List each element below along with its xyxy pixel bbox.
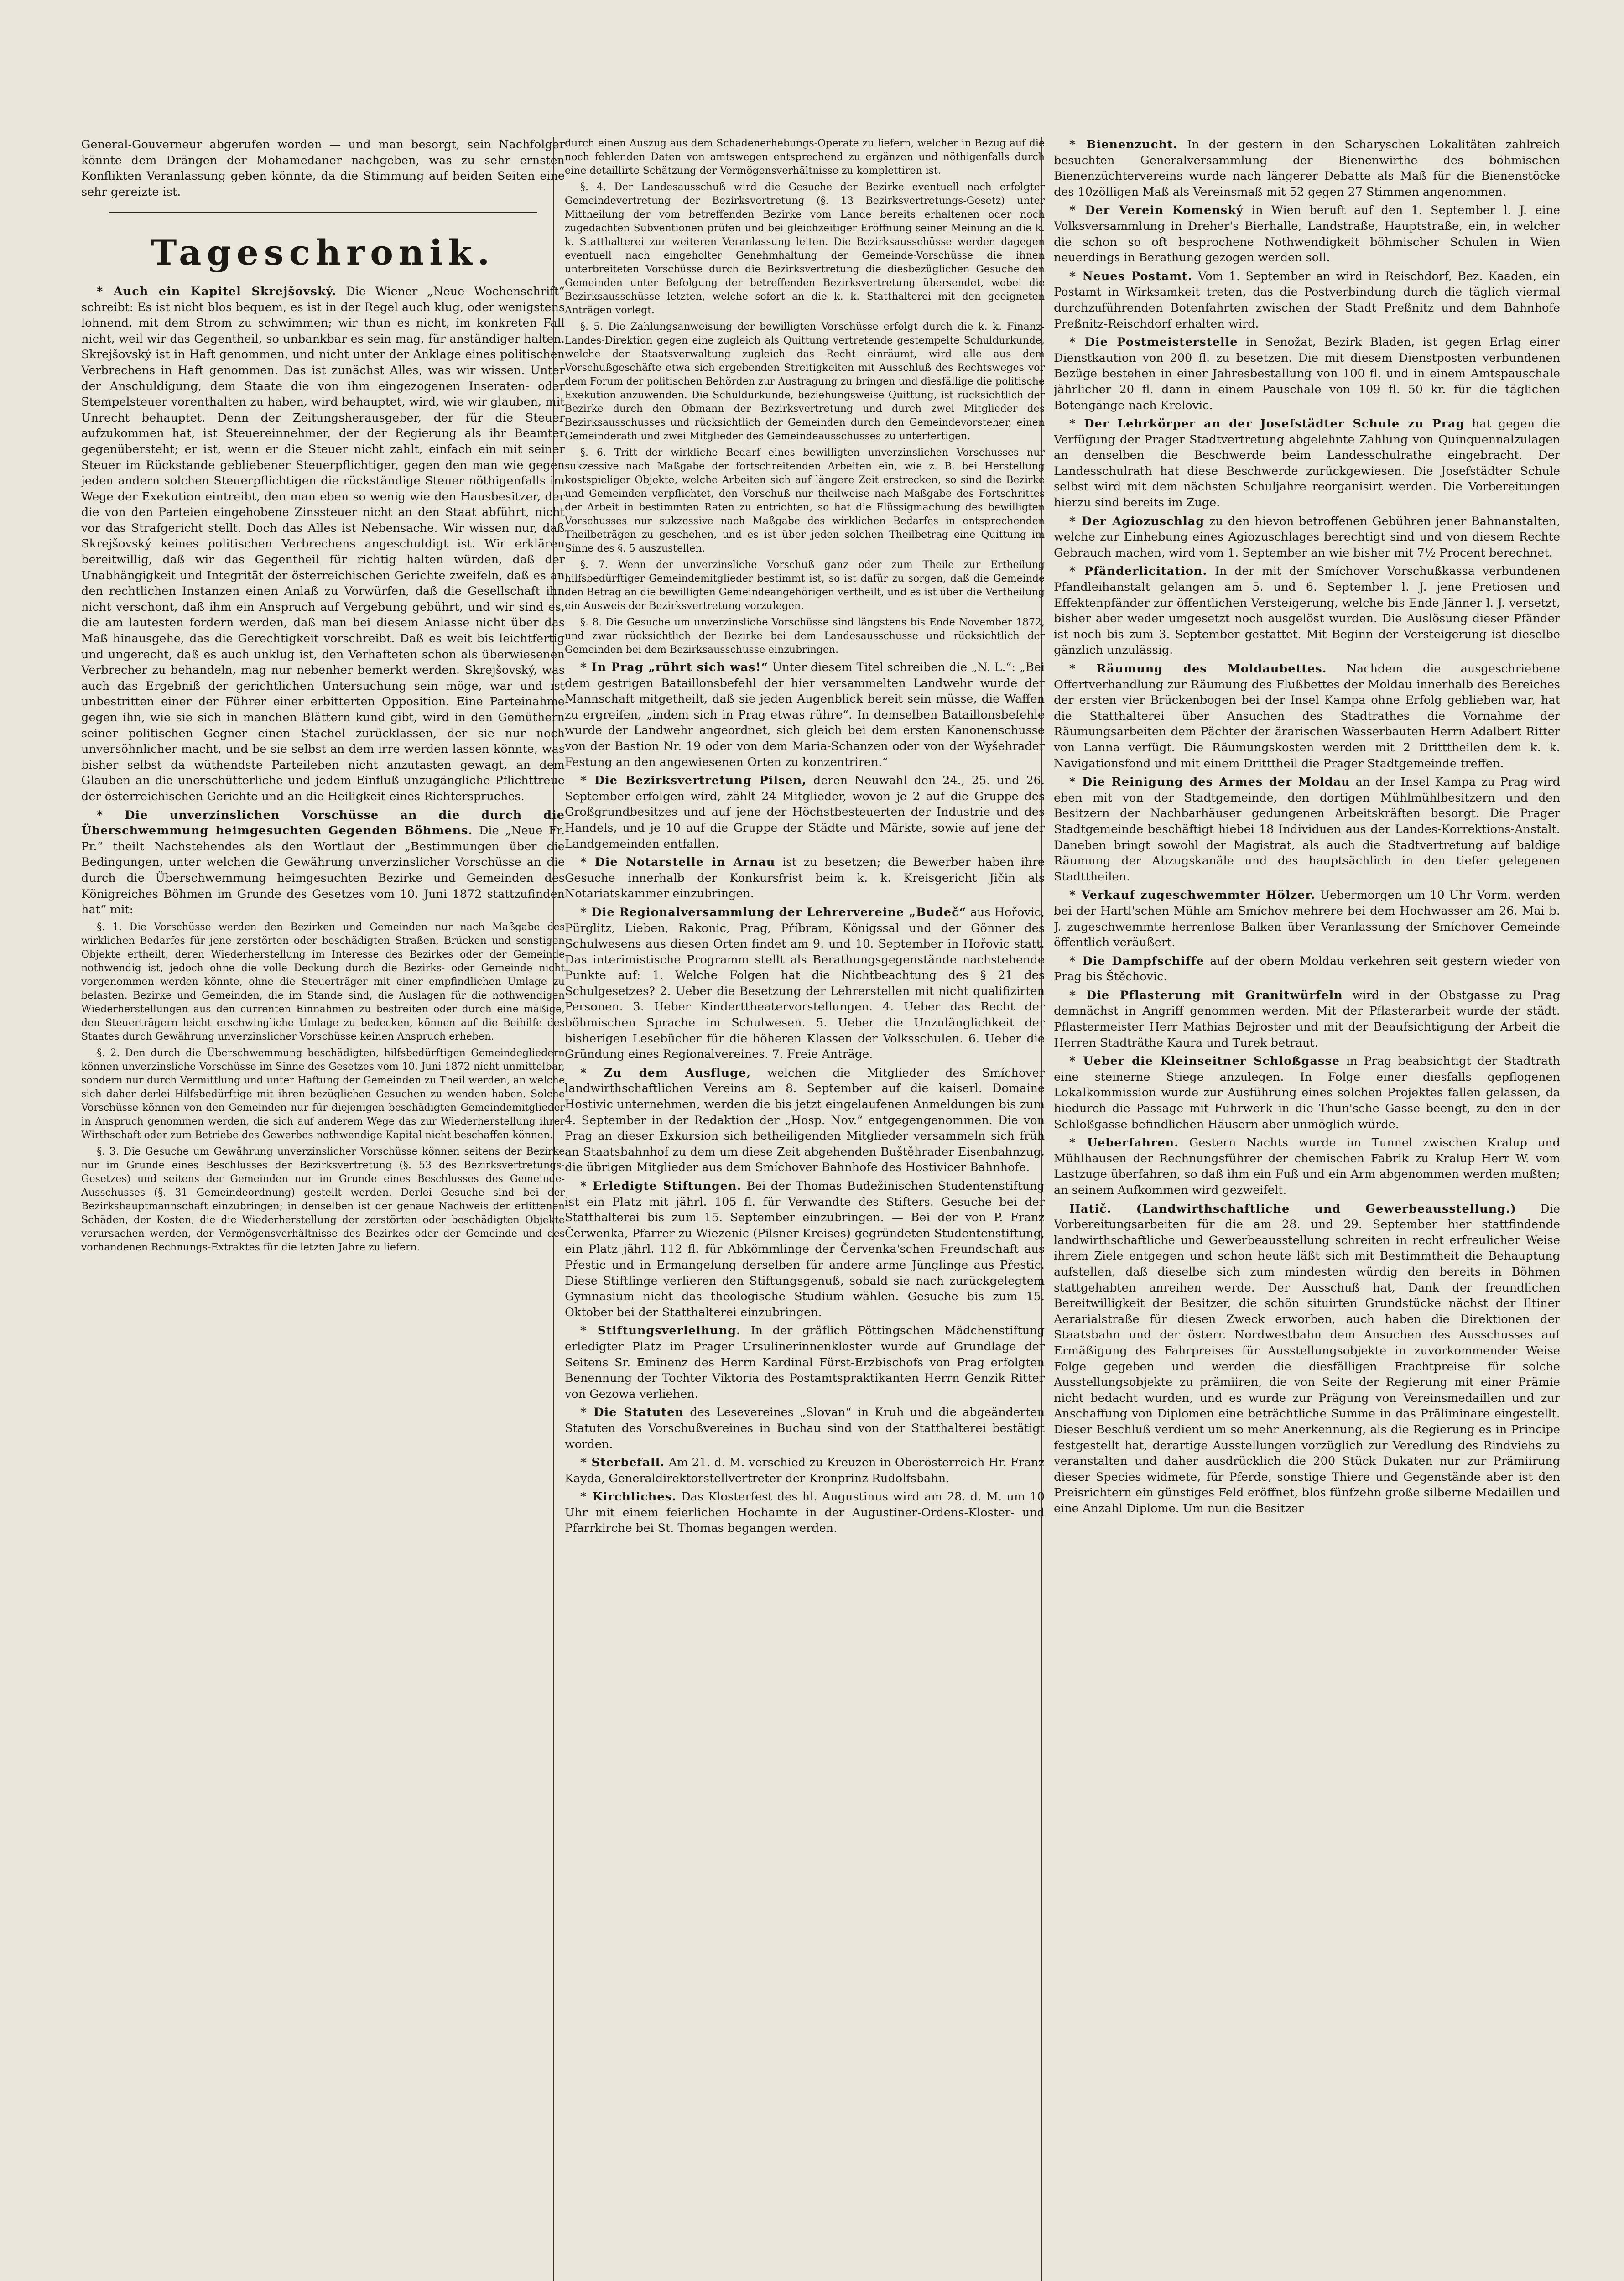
article: [1054, 1201, 1560, 1517]
article: [565, 1489, 1045, 1536]
article: [1054, 269, 1560, 332]
paragraph: §. 7. Wenn der unverzinsliche Vorschuß ganz oder zum Theile zur Ertheilung hilfsbedürftiger Gemeindemitglieder bestimmt ist, so ist dafür zu sorgen, daß die Gemeinde den Betrag an die bewilligten Gemeindeangehörigen vertheilt, und es ist über die Vertheilung ein Ausweis der Bezirksvertretung vorzulegen.: [565, 559, 1045, 612]
article-title: * Erledigte Stiftungen.: [580, 1179, 742, 1193]
article-title: * Die Postmeisterstelle: [1069, 335, 1238, 349]
article-title: * In Prag „rührt sich was!“: [580, 661, 769, 674]
article: [565, 1065, 1045, 1176]
article-body: Vom 1. September an wird in Reischdorf, Bez. Kaaden, ein Postamt in Wirksamkeit treten, das die Postverbindung durch die täglich viermal durchzuführenden Botenfahrten zwischen der Stadt Preßnitz und dem Bahnhofe Preßnitz-Reischdorf erhalten wird.: [1054, 269, 1560, 331]
article-body: Am 21. d. M. verschied zu Kreuzen in Oberösterreich Hr. Franz Kayda, Generaldirektorstellvertreter der Kronprinz Rudolfsbahn.: [565, 1456, 1045, 1485]
article-body: Bei der Thomas Budežinischen Studentenstiftung ist ein Platz mit jährl. 105 fl. für Verwandte des Stifters. Gesuche bei der Statthalterei bis zum 15. September einzubringen. — Bei der von P. Franz Čerwenka, Pfarrer zu Wiezenic (Pilsner Kreises) gegründeten Studentenstiftung, ein Platz jährl. 112 fl. für Abkömmlinge der Červenka'schen Freundschaft aus Přestic und in Ermangelung derselben für andere arme Jünglinge aus Přestic. Diese Stiftlinge verlieren den Stiftungsgenuß, sobald sie nach zurückgelegtem Gymnasium nicht das theologische Studium wählen. Gesuche bis zum 15. Oktober bei der Statthalterei einzubringen.: [565, 1179, 1045, 1319]
article-body: Die Wiener „Neue Wochenschrift“ schreibt: Es ist nicht blos bequem, es ist in der Regel auch klug, oder wenigstens lohnend, mit dem Strom zu schwimmen; wir thun es nicht, im konkreten Fall nicht, weil wir das Gegentheil, so unbankbar es sein mag, für anständiger halten. Skrejšovský ist in Haft genommen, und nicht unter der Anklage eines politischen Verbrechens in Haft genommen. Das ist zunächst Alles, was wir wissen. Unter der Anschuldigung, dem Staate die von ihm eingezogenen Inseraten- oder Stempelsteuer vorenthalten zu haben, wird behauptet, wird, wie wir glauben, mit Unrecht behauptet. Denn der Zeitungsherausgeber, der für die Steuer aufzukommen hat, ist Steuereinnehmer, der der Regierung als ihr Beamter gegenübersteht; er ist, wenn er die Steuer nicht zahlt, einfach ein mit seiner Steuer im Rückstande gebliebener Steuerpflichtiger, gegen den man wie gegen jeden andern solchen Steuerpflichtigen die rückständige Steuer nöthigenfalls im Wege der Exekution eintreibt, den man eben so wenig wie den Hausbesitzer, der die von den Parteien eingehobene Zinssteuer nicht an den Staat abführt, nicht vor das Strafgericht stellt. Doch das Alles ist Nebensache. Wir wissen nur, daß Skrejšovský keines politischen Verbrechens angeschuldigt ist. Wir erklären bereitwillig, daß wir das Gegentheil für richtig halten würden, daß der Unabhängigkeit und Integrität der österreichischen Gerichte zweifeln, daß es an den rechtlichen Instanzen einen Anlaß zu Vorwürfen, daß die Gesellschaft ihn nicht verschont, daß ihm ein Anspruch auf Vergebung gebührt, und wir sind es, die am lautesten fordern werden, daß man bei diesem Anlasse nicht über das Maß hinausgehe, das die Gerechtigkeit vorschreibt. Daß es weit bis leichtfertig und ungerecht, daß es auch unklug ist, den Verhafteten schon als überwiesenen Verbrecher zu behandeln, mag nur nebenher bemerkt werden. Skrejšovský, was auch das Ergebniß der gerichtlichen Untersuchung sein möge, war und ist unbestritten einer der Führer einer erbitterten Opposition. Eine Parteinahme gegen ihn, wie sie sich in manchen Blättern kund gibt, wird in den Gemüthern seiner politischen Gegner einen Stachel zurücklassen, der sie nur noch unversöhnlicher macht, und be sie selbst an dem irre werden lassen könnte, was bisher selbst da wüthendste Parteileben nicht anzutasten gewagt, an dem Glauben an die unerschütterliche und jedem Einfluß unzugängliche Pflichttreue der österreichischen Gerichte und an die Heiligkeit eines Richterspruches.: [81, 284, 565, 803]
article-title: * Sterbefall.: [580, 1456, 665, 1470]
article-continuation: General-Gouverneur abgerufen worden — und man besorgt, sein Nachfolger könnte dem Drängen der Mohamedaner nachgeben, was zu sehr ernsten Konflikten Veranlassung geben könnte, da die Stimmung auf beiden Seiten eine sehr gereizte ist.: [81, 138, 565, 199]
article-body: deren Neuwahl den 24., 25. und 26. September erfolgen wird, zählt 24 Mitglieder, wovon je 2 auf die Gruppe des Großgrundbesitzes und auf jene der Höchstbesteuerten der Industrie und des Handels, und je 10 auf die Gruppe der Städte und Märkte, sowie auf jene der Landgemeinden entfallen.: [565, 774, 1045, 851]
article: [81, 284, 565, 805]
article-title: * Die Statuten: [580, 1406, 684, 1420]
article-title: * Der Lehrkörper an der Josefstädter Schule zu Prag: [1069, 417, 1465, 431]
article-title: * Die Dampfschiffe: [1069, 954, 1205, 968]
section-divider: [109, 212, 537, 213]
article: [565, 854, 1045, 902]
article-body: aus Hořovic, Pürglitz, Lieben, Rakonic, Prag, Příbram, Königssal und der Gönner des Schulwesens aus diesen Orten findet am 9. und 10. September in Hořovic statt. Das interimistische Programm stellt als Berathungsgegenstände nachstehende Punkte auf: 1. Welche Folgen hat die Nichtbeachtung des § 21 des Schulgesetzes? 2. Ueber die Besetzung der Lehrerstellen mit nicht qualifizirten Personen. 3. Ueber Kinderttheatervorstellungen. 4. Ueber das Recht der böhmischen Sprache im Schulwesen. 5. Ueber die Unzulänglichkeit der bisherigen Lesebücher für die höheren Klassen der Volksschulen. 6. Ueber die Gründung eines Regionalvereines. 7. Freie Anträge.: [565, 905, 1045, 1062]
article: [1054, 416, 1560, 511]
paragraph: §. 6. Tritt der wirkliche Bedarf eines bewilligten unverzinslichen Vorschusses nur sukzessive nach Maßgabe der fortschreitenden Arbeiten ein, wie z. B. bei Herstellung kostspieliger Objekte, welche Arbeiten sich auf längere Zeit erstrecken, so sind die Bezirke und Gemeinden verpflichtet, den Vorschuß nur theilweise nach Maßgabe des Fortschrittes der Arbeit in bestimmten Raten zu entrichten, so hat die Flüssigmachung des bewilligten Vorschusses nur sukzessive nach Maßgabe des wirklichen Bedarfes in entsprechenden Theilbeträgen zu geschehen, und es ist über jeden solchen Theilbetrag eine Quittung im Sinne des §. 5 auszustellen.: [565, 447, 1045, 554]
article: [1054, 203, 1560, 266]
article: [1054, 953, 1560, 985]
article: [1054, 661, 1560, 771]
paragraph: §. 5. Die Zahlungsanweisung der bewilligten Vorschüsse erfolgt durch die k. k. Finanz-Landes-Direktion gegen eine zugleich als Quittung vertretende gestempelte Schuldurkunde, welche der Staatsverwaltung zugleich das Recht einräumt, wird alle aus dem Vorschußgeschäfte etwa sich ergebenden Streitigkeiten mit Ausschluß des Rechtsweges vor dem Forum der politischen Behörden zur Austragung zu bringen und diesfällige die politische Exekution anzuwenden. Die Schuldurkunde, beziehungsweise Quittung, ist rücksichtlich der Bezirke durch den Obmann der Bezirksvertretung und durch zwei Mitglieder des Bezirksausschusses und rücksichtlich der Gemeinden durch den Gemeindevorsteher, einen Gemeinderath und zwei Mitglieder des Gemeindeausschusses zu unterfertigen.: [565, 321, 1045, 442]
article-body: welchen die Mitglieder des Smíchover landwirthschaftlichen Vereins am 8. September auf die kaiserl. Domaine Hostivic unternehmen, werden die bis jetzt eingelaufenen Anmeldungen bis zum 4. September in der Redaktion der „Hosp. Nov.“ entgegengenommen. Die von Prag an dieser Exkursion sich betheiligenden Mitglieder versammeln sich früh an Staatsbahnhof zu dem um diese Zeit abgehenden Buštěhrader Eisenbahnzug, die übrigen Mitglieder aus dem Smíchover Bahnhofe des Hostivicer Bahnhofe.: [565, 1066, 1045, 1175]
article-body: In der gestern in den Scharyschen Lokalitäten zahlreich besuchten Generalversammlung der Bienenwirthe des böhmischen Bienenzüchtervereins wurde nach längerer Debatte als Maß für die Bienenstöcke des 10zölligen Maß als Vereinsmaß mit 52 gegen 27 Stimmen angenommen.: [1054, 138, 1560, 199]
article: [1054, 334, 1560, 413]
article-title: * Die Bezirksvertretung Pilsen,: [580, 774, 807, 788]
article: [565, 1405, 1045, 1452]
article-body: Die Vorbereitungsarbeiten für die am 28. und 29. September hier stattfindende landwirthschaftliche und Gewerbeausstellung schreiten in recht erfreulicher Weise ihrem Ziele entgegen und schon heute läßt sich mit Bestimmtheit die Behauptung aufstellen, daß dieselbe sich zum mindesten würdig den bereits in Böhmen stattgehabten anreihen werde. Der Ausschuß hat, Dank der freundlichen Bereitwilligkeit der Besitzer, die schön situirten Grundstücke nächst der Iltiner Aerarialstraße für diesen Zweck erworben, auch haben die Direktionen der Staatsbahn und der österr. Nordwestbahn dem Ansuchen des Ausschusses auf Ermäßigung des Fahrpreises für Ausstellungsobjekte in zuvorkommender Weise Folge gegeben und werden die diesfälligen Frachtpreise für solche Ausstellungsobjekte zu prämiiren, die von Seite der Regierung mit einer Prämie nicht bedacht wurden, und es wurde zur Prägung von Vereinsmedaillen und zur Anschaffung von Diplomen eine beträchtliche Summe in das Präliminare eingestellt. Dieser Beschluß verdient um so mehr Anerkennung, als die Regierung es in Principe festgestellt hat, derartige Ausstellungen vorzüglich zur Veredlung des Rindviehs zu veranstalten und daher ausdrücklich die 200 Stück Dukaten nur zur Prämiirung dieser Species widmete, für Pferde, sonstige Thiere und Gegenstände aber ist den Preisrichtern ein günstiges Feld eröffnet, blos fünfzehn große silberne Medaillen und eine Anzahl Diplome. Um nun die Besitzer: [1054, 1202, 1560, 1515]
article-body: Uebermorgen um 10 Uhr Vorm. werden bei der Hartl'schen Mühle am Smíchov mehrere bei dem Hochwasser am 26. Mai b. J. zugeschwemmte herrenlose Balken über Veranlassung der Smíchover Gemeinde öffentlich veräußert.: [1054, 888, 1560, 950]
article-body: Gestern Nachts wurde im Tunnel zwischen Kralup und Mühlhausen der Rechnungsführer der chemischen Fabrik zu Kralup Herr W. vom Lastzuge überfahren, so daß ihm ein Fuß und ein Arm abgenommen werden mußten; an seinem Aufkommen wird gezweifelt.: [1054, 1136, 1560, 1197]
paragraph: §. 4. Der Landesausschuß wird die Gesuche der Bezirke eventuell nach erfolgter Gemeindevertretung der Bezirksvertretung (§. 13 Bezirksvertretungs-Gesetz) unter Mittheilung der vom betreffenden Bezirke vom Lande bereits erhaltenen oder noch zugedachten Subventionen prüfen und bei gleichzeitiger Eröffnung seiner Meinung an die k. k. Statthalterei zur weiteren Veranlassung leiten. Die Bezirksausschüsse werden dagegen eventuell nach eingeholter Genehmhaltung der Gemeinde-Vorschüsse die ihnen unterbreiteten Vorschüsse durch die Bezirksvertretung die diesbezüglichen Gesuche den Gemeinden unter Befolgung der betreffenden Bezirksvertretung übersendet, wobei die Bezirksausschüsse letzten, welche sofort an die k. k. Statthalterei mit den geeigneten Anträgen vorlegt.: [565, 182, 1045, 316]
column-3: [1054, 137, 1560, 2281]
article-title: * Pfänderlicitation.: [1069, 564, 1208, 578]
article-body: Die „Neue Fr. Pr.“ theilt Nachstehendes als den Wortlaut der „Bestimmungen über die Bedingungen, unter welchen die Gewährung unverzinslicher Vorschüsse an die durch die Überschwemmung heimgesuchten Bezirke und Gemeinden des Königreiches Böhmen im Grunde des Gesetzes vom 10. Juni 1872 stattzufinden hat“ mit:: [81, 824, 565, 917]
article: [565, 1455, 1045, 1486]
article-body: Nachdem die ausgeschriebene Offertverhandlung zur Räumung des Flußbettes der Moldau innerhalb des Bereiches der ersten vier Brückenbogen bei der Insel Kampa ohne Erfolg geblieben war, hat die Statthalterei über Ansuchen des Stadtrathes die Vornahme der Räumungsarbeiten dem Pächter der ärarischen Wasserbauten Herrn Adalbert Ritter von Lanna verfügt. Die Räumungskosten werden mit 2 Dritttheilen dem k. k. Navigationsfond und mit einem Dritttheil die Prager Stadtgemeinde treffen.: [1054, 662, 1560, 771]
article: [565, 773, 1045, 852]
article: [1054, 137, 1560, 200]
article: [1054, 1053, 1560, 1132]
article-body: in Prag beabsichtigt der Stadtrath eine steinerne Stiege anzulegen. In Folge einer diesfalls gepflogenen Lokalkommission wurde zur Ausführung eines solchen Projektes fallen gelassen, da hiedurch die Passage mit Fuhrwerk in die Thun'sche Gasse beengt, zu den in der Schloßgasse befindlichen Häusern aber unmöglich würde.: [1054, 1054, 1560, 1131]
paragraph: durch einen Auszug aus dem Schadenerhebungs-Operate zu liefern, welcher in Bezug auf die noch fehlenden Daten von amtswegen entsprechend zu ergänzen und nöthigenfalls durch eine detaillirte Schätzung der Vermögensverhältnisse zu komplettiren ist.: [565, 138, 1045, 177]
article-body: ist zu besetzen; die Bewerber haben ihre Gesuche innerhalb der Konkursfrist beim k. k. Kreisgericht Jičin als Notariatskammer einzubringen.: [565, 855, 1045, 901]
article: [81, 807, 565, 918]
article-body: In der gräflich Pöttingschen Mädchenstiftung erledigter Platz im Prager Ursulinerinnenkloster wurde auf Grundlage der Seitens Sr. Eminenz des Herrn Kardinal Fürst-Erzbischofs von Prag erfolgten Benennung der Tochter Viktoria des Postamtspraktikanten Herrn Genzik Ritter von Gezowa verliehen.: [565, 1324, 1045, 1401]
article-title: Hatič. (Landwirthschaftliche und Gewerbeausstellung.): [1069, 1202, 1516, 1216]
article-body: in Senožat, Bezirk Bladen, ist gegen Erlag einer Dienstkaution von 200 fl. zu besetzen. Die mit diesem Dienstposten verbundenen Bezüge bestehen in einer Jahresbestallung von 100 fl. und in einem Amtspauschale jährlicher 20 fl. dann in einem Pauschale von 109 fl. 50 kr. für die täglichen Botengänge nach Krelovic.: [1054, 335, 1560, 412]
paragraph: §. 3. Die Gesuche um Gewährung unverzinslicher Vorschüsse können seitens der Bezirke nur im Grunde eines Beschlusses der Bezirksvertretung (§. 53 des Bezirksvertretungs-Gesetzes) und seitens der Gemeinden nur im Grunde eines Beschlusses des Gemeinde-Ausschusses (§. 31 Gemeindeordnung) gestellt werden. Derlei Gesuche sind bei der Bezirkshauptmannschaft einzubringen; in denselben ist der genaue Nachweis der erlittenen Schäden, der Kosten, die die Wiederherstellung der zerstörten oder beschädigten Objekte verursachen werden, der Vermögensverhältnisse des Bezirkes oder der Gemeinde und des vorhandenen Rechnungs-Extraktes für die letzten Jahre zu liefern.: [81, 1146, 565, 1253]
article-title: * Ueber die Kleinseitner Schloßgasse: [1069, 1054, 1340, 1068]
article-body: in Wien beruft auf den 1. September l. J. eine Volksversammlung in Dreher's Bierhalle, Landstraße, Hauptstraße, ein, in welcher die schon so oft besprochene Nothwendigkeit böhmischer Schulen in Wien neuerdings in Berathung gezogen werden soll.: [1054, 203, 1560, 265]
article-body: zu den hievon betroffenen Gebühren jener Bahnanstalten, welche zur Einhebung eines Agiozuschlages berechtigt sind und von diesem Rechte Gebrauch machen, wird vom 1. September an wie bisher mit 7½ Procent berechnet.: [1054, 514, 1560, 560]
article-body: hat gegen die Verfügung der Prager Stadtvertretung abgelehnte Zahlung von Quinquennalzulagen an denselben die Beschwerde beim Landesschulrathe eingebracht. Der Landesschulrath hat diese Beschwerde zurückgewiesen. Die Josefstädter Schule selbst wird mit dem nächsten Schuljahre reorganisirt werden. Die Vorbereitungen hierzu sind bereits im Zuge.: [1054, 417, 1560, 510]
article-title: * Ueberfahren.: [1069, 1136, 1179, 1150]
article-title: * Räumung des Moldaubettes.: [1069, 662, 1327, 676]
article-body: In der mit der Smíchover Vorschußkassa verbundenen Pfandleihanstalt gelangen am 5. und 6. September l. J. jene Pretiosen und Effektenpfänder zur öffentlichen Versteigerung, welche bis Ende Jänner l. J. versetzt, bisher aber weder umgesetzt noch ausgelöst wurden. Die Auslösung dieser Pfänder ist noch bis zum 3. September gestattet. Mit Beginn der Versteigerung ist dieselbe gänzlich unzulässig.: [1054, 564, 1560, 657]
article-title: * Die Pflasterung mit Granitwürfeln: [1069, 988, 1343, 1002]
article-title: * Der Agiozuschlag: [1069, 514, 1205, 528]
article-title: * Die Reinigung des Armes der Moldau: [1069, 775, 1350, 789]
article-title: * Zu dem Ausfluge,: [580, 1066, 751, 1080]
article: [565, 1323, 1045, 1402]
article: [565, 1178, 1045, 1320]
article-title: * Verkauf zugeschwemmter Hölzer.: [1069, 888, 1316, 902]
article: [1054, 1135, 1560, 1198]
article: [565, 905, 1045, 1062]
article-body: auf der obern Moldau verkehren seit gestern wieder von Prag bis Štěchovic.: [1054, 954, 1560, 984]
section-heading: Tageschronik.: [151, 232, 495, 273]
article-title: * Neues Postamt.: [1069, 269, 1192, 283]
article-title: * Die Regionalversammlung der Lehrervereine „Budeč“: [580, 905, 967, 919]
column-2: [565, 137, 1045, 2281]
article-title: * Die unverzinslichen Vorschüsse an die durch die Überschwemmung heimgesuchten Gegenden Böhmens.: [81, 808, 565, 838]
article-title: * Kirchliches.: [580, 1490, 677, 1504]
article-body: des Lesevereines „Slovan“ in Kruh und die abgeänderten Statuten des Vorschußvereines in Buchau sind von der Statthalterei bestätigt worden.: [565, 1406, 1045, 1451]
paragraph: §. 2. Den durch die Überschwemmung beschädigten, hilfsbedürftigen Gemeindegliedern können unverzinsliche Vorschüsse im Sinne des Gesetzes vom 10. Juni 1872 nicht unmittelbar, sondern nur durch Vermittlung und unter Haftung der Gemeinden zu Theil werden, an welche sich daher derlei Hilfsbedürftige mit ihren bezüglichen Gesuchen zu wenden haben. Solche Vorschüsse können von den Gemeinden nur für diejenigen beschädigten Gemeindemitglieder in Anspruch genommen werden, die sich auf anderem Wege das zur Wiederherstellung ihrer Wirthschaft oder zum Betriebe des Gewerbes nothwendige Kapital nicht beschaffen können.: [81, 1047, 565, 1141]
article-body: Unter diesem Titel schreiben die „N. L.“: „Bei dem gestrigen Bataillonsbefehl der hier versammelten Landwehr wurde der Mannschaft mitgetheilt, daß sie jeden Augenblick bereit sein müsse, die Waffen zu ergreifen, „indem sich in Prag etwas rühre“. In demselben Bataillonsbefehle wurde der Landwehr angeordnet, sich gleich bei dem ersten Kanonenschusse von der Bastion Nr. 19 oder von dem Maria-Schanzen oder von der Wyšehrader Festung an den angewiesenen Orten zu konzentriren.“: [565, 661, 1045, 769]
article: [1054, 988, 1560, 1051]
article: [1054, 774, 1560, 885]
article-title: * Die Notarstelle in Arnau: [580, 855, 776, 870]
article-title: * Der Verein Komenský: [1069, 203, 1244, 218]
article: [1054, 563, 1560, 658]
article-title: * Bienenzucht.: [1069, 138, 1178, 151]
paragraph: §. 1. Die Vorschüsse werden den Bezirken und Gemeinden nur nach Maßgabe des wirklichen Bedarfes für jene zerstörten oder beschädigten Straßen, Brücken und sonstigen Objekte ertheilt, deren Wiederherstellung im Interesse des Bezirkes oder der Gemeinde nothwendig ist, jedoch ohne die volle Deckung durch die Bezirks- oder Gemeinde nicht vorgenommen werden könnte, ohne die Steuerträger mit einer empfindlichen Umlage zu belasten. Bezirke und Gemeinden, die im Stande sind, die Auslagen für die nothwendigen Wiederherstellungen aus den currenten Einnahmen zu bestreiten oder durch eine mäßige, den Steuerträgern leicht erschwingliche Umlage zu bedecken, können auf die Beihilfe des Staates durch Gewährung unverzinslicher Vorschüsse keinen Anspruch erheben.: [81, 921, 565, 1042]
article-body: wird in der Obstgasse zu Prag demnächst in Angriff genommen werden. Mit der Pflasterarbeit wurde der städt. Pflastermeister Herr Mathias Bejroster und mit der Beaufsichtigung der Arbeit die Herren Stadträthe Kaura und Turek betraut.: [1054, 988, 1560, 1050]
article: [1054, 887, 1560, 950]
article-title: * Stiftungsverleihung.: [580, 1324, 741, 1338]
column-1: [81, 137, 565, 2281]
article-body: an der Insel Kampa zu Prag wird eben mit von der Stadtgemeinde, den dortigen Mühlmühlbesitzern und den Besitzern der Nachbarhäuser gedungenen Arbeitskräften besorgt. Die Prager Stadtgemeinde beschäftigt hiebei 18 Individuen aus der Landes-Korrektions-Anstalt. Daneben bringt sowohl der Magistrat, als auch die Stadtvertretung auf baldige Räumung der Abzugskanäle und des hauptsächlich in den tiefer gelegenen Stadttheilen.: [1054, 775, 1560, 884]
article: [565, 660, 1045, 770]
paragraph: §. 8. Die Gesuche um unverzinsliche Vorschüsse sind längstens bis Ende November 1872, und zwar rücksichtlich der Bezirke bei dem Landesausschusse und rücksichtlich der Gemeinden bei dem Bezirksausschusse einzubringen.: [565, 617, 1045, 656]
article: [1054, 514, 1560, 561]
article-body: Das Klosterfest des hl. Augustinus wird am 28. d. M. um 10 Uhr mit einem feierlichen Hochamte in der Augustiner-Ordens-Kloster- und Pfarrkirche bei St. Thomas begangen werden.: [565, 1490, 1045, 1536]
article-title: * Auch ein Kapitel Skrejšovský.: [97, 284, 337, 298]
